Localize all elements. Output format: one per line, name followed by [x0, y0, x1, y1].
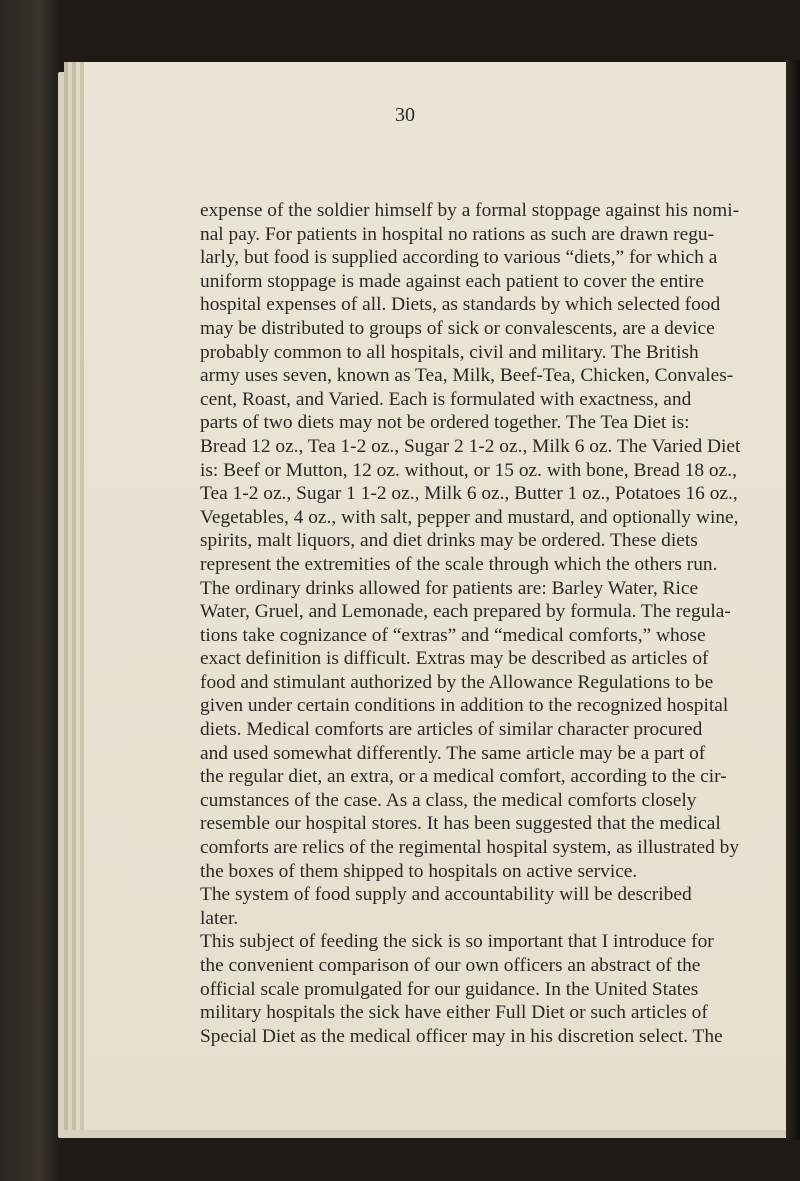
text-line: diets. Medical comforts are articles of similar character procured: [200, 719, 703, 741]
text-line: the regular diet, an extra, or a medical comfort, according to the cir-: [200, 766, 727, 788]
text-line: Special Diet as the medical officer may in his discretion select. The: [200, 1025, 723, 1047]
text-line: exact definition is difficult. Extras may be described as articles of: [200, 648, 709, 670]
text-line: comforts are relics of the regimental hospital system, as illustrated by: [200, 837, 740, 859]
text-line: and used somewhat differently. The same article may be a part of: [200, 742, 706, 764]
text-line: parts of two diets may not be ordered together. The Tea Diet is:: [200, 412, 690, 434]
text-line: The system of food supply and accountability will be described: [200, 884, 692, 906]
text-line: army uses seven, known as Tea, Milk, Beef-Tea, Chicken, Convales-: [200, 365, 734, 387]
text-line: the boxes of them shipped to hospitals on active service.: [200, 860, 638, 882]
text-line: the convenient comparison of our own officers an abstract of the: [200, 955, 701, 976]
text-line: spirits, malt liquors, and diet drinks may be ordered. These diets: [200, 530, 698, 552]
text-line: official scale promulgated for our guidance. In the United States: [200, 978, 699, 1000]
text-line: probably common to all hospitals, civil and military. The British: [200, 341, 699, 363]
body-text: [200, 199, 741, 1048]
text-line: cumstances of the case. As a class, the medical comforts closely: [200, 789, 697, 811]
text-line: Tea 1-2 oz., Sugar 1 1-2 oz., Milk 6 oz., Butter 1 oz., Potatoes 16 oz.,: [200, 483, 738, 505]
text-line: nal pay. For patients in hospital no rations as such are drawn regu-: [200, 223, 715, 245]
text-line: This subject of feeding the sick is so important that I introduce for: [200, 931, 714, 953]
text-line: later.: [200, 907, 239, 929]
text-line: expense of the soldier himself by a formal stoppage against his nomi-: [200, 200, 740, 221]
text-line: resemble our hospital stores. It has been suggested that the medical: [200, 813, 721, 835]
text-line: cent, Roast, and Varied. Each is formulated with exactness, and: [200, 388, 692, 410]
text-line: military hospitals the sick have either Full Diet or such articles of: [200, 1002, 708, 1024]
text-line: tions take cognizance of “extras” and “medical comforts,” whose: [200, 624, 706, 646]
text-line: food and stimulant authorized by the Allowance Regulations to be: [200, 671, 714, 693]
text-line: Bread 12 oz., Tea 1-2 oz., Sugar 2 1-2 oz., Milk 6 oz. The Varied Diet: [200, 435, 741, 457]
page-number: 30: [395, 104, 415, 126]
text-line: may be distributed to groups of sick or convalescents, are a device: [200, 317, 715, 339]
text-line: given under certain conditions in addition to the recognized hospital: [200, 695, 729, 717]
text-line: The ordinary drinks allowed for patients are: Barley Water, Rice: [200, 577, 699, 599]
text-line: uniform stoppage is made against each patient to cover the entire: [200, 270, 704, 292]
text-line: is: Beef or Mutton, 12 oz. without, or 15 oz. with bone, Bread 18 oz.,: [200, 459, 737, 481]
text-line: larly, but food is supplied according to various “diets,” for which a: [200, 247, 718, 269]
text-line: represent the extremities of the scale through which the others run.: [200, 553, 718, 575]
text-line: hospital expenses of all. Diets, as standards by which selected food: [200, 294, 721, 316]
text-line: Water, Gruel, and Lemonade, each prepared by formula. The regula-: [200, 601, 731, 623]
book-right-edge: [786, 60, 800, 1140]
text-line: Vegetables, 4 oz., with salt, pepper and mustard, and optionally wine,: [200, 506, 739, 528]
